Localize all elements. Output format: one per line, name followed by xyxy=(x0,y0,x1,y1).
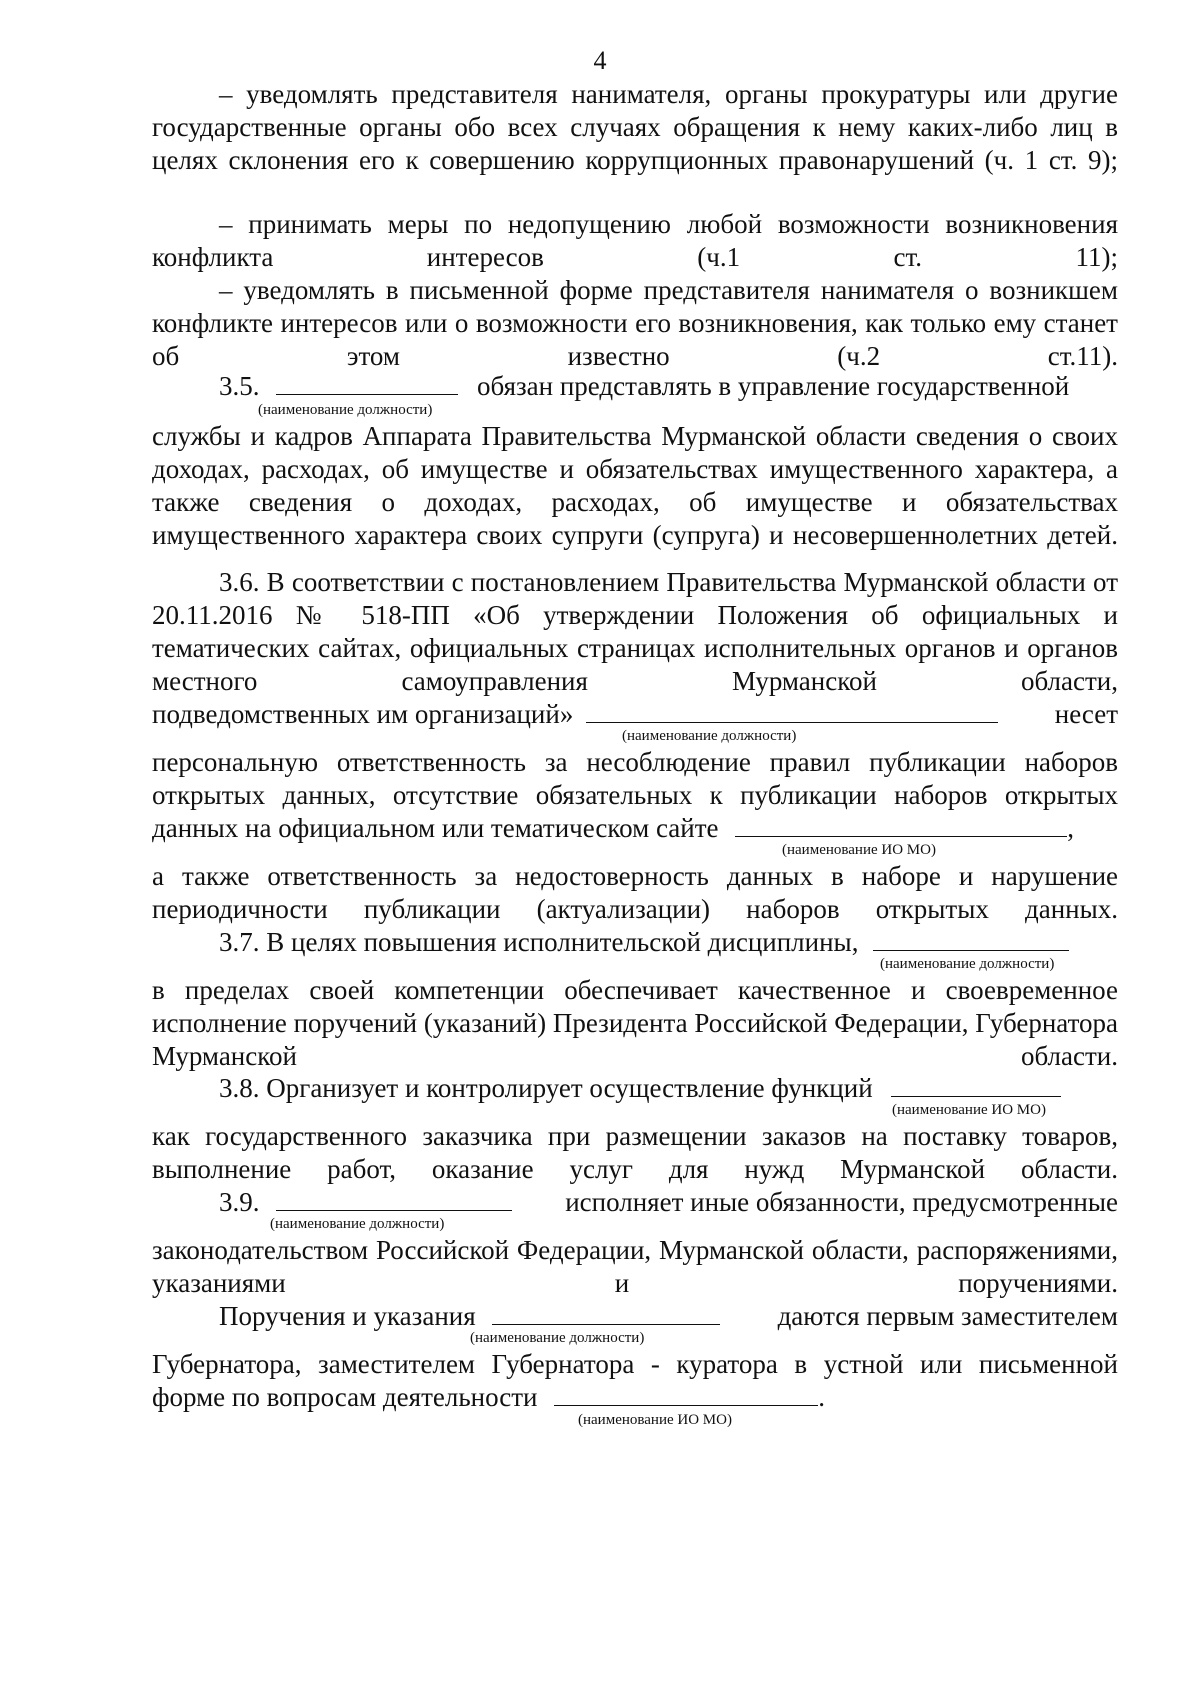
clause-3-9-line xyxy=(152,1186,1118,1219)
org-blank xyxy=(735,812,1067,837)
clause-number: 3.5. xyxy=(219,371,260,401)
blank-caption: (наименование должности) xyxy=(470,1330,645,1346)
clause-text: обязан представлять в управление государственной xyxy=(477,371,1070,401)
orders-last-line xyxy=(152,1381,1118,1414)
clause-number: 3.9. xyxy=(219,1187,260,1217)
clause-3-7-line xyxy=(152,926,1118,959)
page-number: 4 xyxy=(593,46,607,75)
clause-text: форме по вопросам деятельности xyxy=(152,1382,538,1412)
org-blank xyxy=(554,1381,818,1406)
orders-continuation: Губернатора, заместителем Губернатора - куратора в устной или письменной xyxy=(152,1349,1118,1379)
clause-text: данных на официальном или тематическом сайте xyxy=(152,813,719,843)
clause-text: 3.7. В целях повышения исполнительской дисциплины, xyxy=(219,927,859,957)
orders-line xyxy=(152,1300,1118,1333)
position-blank xyxy=(586,698,998,723)
org-blank xyxy=(891,1072,1061,1097)
blank-caption: (наименование должности) xyxy=(270,1216,445,1232)
clause-text: 3.8. Организует и контролирует осуществление функций xyxy=(219,1073,873,1103)
clause-3-6-site-line xyxy=(152,812,1118,845)
clause-3-5-line xyxy=(152,370,1118,403)
blank-caption: (наименование должности) xyxy=(622,728,797,744)
blank-caption: (наименование ИО МО) xyxy=(782,842,936,858)
clause-3-6-text: 3.6. В соответствии с постановлением Правительства Мурманской области от 20.11.2016 № 518-ПП «Об утверждении Положения об официальных и тематических сайтах, официальных страницах исполнительных органов и органов местного самоуправления Мурманской области, xyxy=(152,567,1118,696)
clause-text: , xyxy=(1067,813,1074,843)
position-blank xyxy=(873,926,1069,951)
paragraph-conflict-prevention: – принимать меры по недопущению любой возможности возникновения конфликта интересов (ч.1 ст. 11); xyxy=(152,209,1118,272)
clause-text: исполняет иные обязанности, предусмотренные xyxy=(565,1187,1118,1217)
position-blank xyxy=(276,370,458,395)
clause-text: несет xyxy=(1054,699,1118,729)
clause-3-8-continuation: как государственного заказчика при размещении заказов на поставку товаров, выполнение работ, оказание услуг для нужд Мурманской области. xyxy=(152,1121,1118,1184)
clause-text: даются первым заместителем xyxy=(777,1301,1118,1331)
clause-3-6-line5 xyxy=(152,698,1118,731)
clause-text: подведомственных им организаций» xyxy=(152,699,574,729)
blank-caption: (наименование ИО МО) xyxy=(578,1412,732,1428)
blank-caption: (наименование должности) xyxy=(258,402,433,418)
position-blank xyxy=(492,1300,720,1325)
paragraph-notify-corruption: – уведомлять представителя нанимателя, органы прокуратуры или другие государственные органы обо всех случаях обращения к нему каких-либо лиц в целях склонения его к совершению коррупционных правонарушений (ч. 1 ст. 9); xyxy=(152,79,1118,175)
clause-3-9-continuation: законодательством Российской Федерации, Мурманской области, распоряжениями, указаниями и поручениями. xyxy=(152,1235,1118,1298)
clause-3-8-line xyxy=(152,1072,1118,1105)
clause-3-5-continuation: службы и кадров Аппарата Правительства Мурманской области сведения о своих доходах, расходах, об имуществе и обязательствах имущественного характера, а также сведения о доходах, расходах, об имуществе и обязательствах имущественного характера своих супруги (супруга) и несовершеннолетних детей. xyxy=(152,421,1118,550)
clause-text: Поручения и указания xyxy=(219,1301,476,1331)
paragraph-conflict-notify: – уведомлять в письменной форме представителя нанимателя о возникшем конфликте интересов или о возможности его возникновения, как только ему станет об этом известно (ч.2 ст.11). xyxy=(152,275,1118,371)
clause-3-7-continuation: в пределах своей компетенции обеспечивает качественное и своевременное исполнение поручений (указаний) Президента Российской Федерации, Губернатора Мурманской области. xyxy=(152,975,1118,1071)
blank-caption: (наименование ИО МО) xyxy=(892,1102,1046,1118)
clause-3-6-continuation: персональную ответственность за несоблюдение правил публикации наборов открытых данных, отсутствие обязательных к публикации наборов открытых xyxy=(152,747,1118,810)
clause-3-6-ending: а также ответственность за недостоверность данных в наборе и нарушение периодичности публикации (актуализации) наборов открытых данных. xyxy=(152,861,1118,924)
position-blank xyxy=(276,1186,512,1211)
blank-caption: (наименование должности) xyxy=(880,956,1055,972)
clause-text: . xyxy=(818,1382,825,1412)
